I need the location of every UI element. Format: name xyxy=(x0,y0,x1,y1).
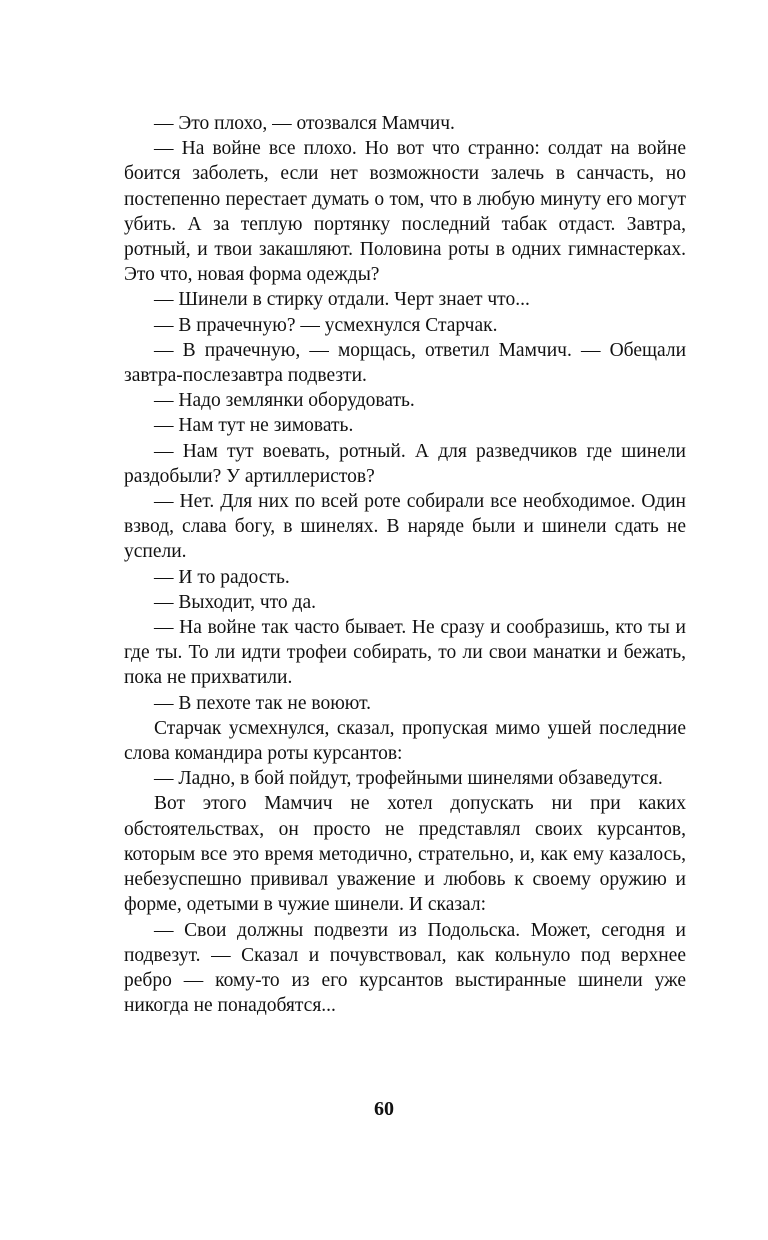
paragraph: Старчак усмехнулся, сказал, пропуская мимо ушей последние слова командира роты курсантов: xyxy=(124,717,686,765)
paragraph: — В прачечную, — морщась, ответил Мамчич. — Обещали завтра-послезавтра подвезти. xyxy=(124,339,686,387)
paragraph: — В прачечную? — усмехнулся Старчак. xyxy=(154,314,498,336)
paragraph: — Шинели в стирку отдали. Черт знает что... xyxy=(154,289,530,311)
body-text xyxy=(124,111,686,1018)
page-number: 60 xyxy=(374,1098,394,1120)
paragraph: Вот этого Мамчич не хотел допускать ни при каких обстоятельствах, он просто не представлял своих курсантов, которым все это время методично, стрательно, и, как ему казалось, небезуспешно прививал уважение и любовь к своему оружию и форме, одетыми в чужие шинели. И сказал: xyxy=(124,793,686,916)
paragraph: — Ладно, в бой пойдут, трофейными шинелями обзаведутся. xyxy=(154,768,663,790)
paragraph: — Надо землянки оборудовать. xyxy=(154,390,415,412)
paragraph: — И то радость. xyxy=(154,566,290,588)
paragraph: — Нам тут воевать, ротный. А для разведчиков где шинели раздобыли? У артиллеристов? xyxy=(124,440,686,487)
paragraph: — На войне так часто бывает. Не сразу и сообразишь, кто ты и где ты. То ли идти трофеи собирать, то ли свои манатки и бежать, пока не прихватили. xyxy=(124,617,686,689)
paragraph: — Свои должны подвезти из Подольска. Может, сегодня и подвезут. — Сказал и почувствовал, как кольнуло под верхнее ребро — кому-то из его курсантов выстиранные шинели уже никогда не понадобятся... xyxy=(124,919,686,1017)
paragraph: — Нам тут не зимовать. xyxy=(154,415,354,437)
paragraph: — В пехоте так не воюют. xyxy=(154,692,372,714)
paragraph: — Выходит, что да. xyxy=(154,591,316,613)
paragraph: — Это плохо, — отозвался Мамчич. xyxy=(154,113,455,134)
paragraph: — На войне все плохо. Но вот что странно: солдат на войне боится заболеть, если нет возможности залечь в санчасть, но постепенно перестает думать о том, что в любую минуту его могут убить. А за теплую портянку последний табак отдаст. Завтра, ротный, и твои закашляют. Половина роты в одних гимнастерках. Это что, новая форма одежды? xyxy=(124,138,686,286)
paragraph: — Нет. Для них по всей роте собирали все необходимое. Один взвод, слава богу, в шинелях. В наряде были и шинели сдать не успели. xyxy=(124,491,686,563)
